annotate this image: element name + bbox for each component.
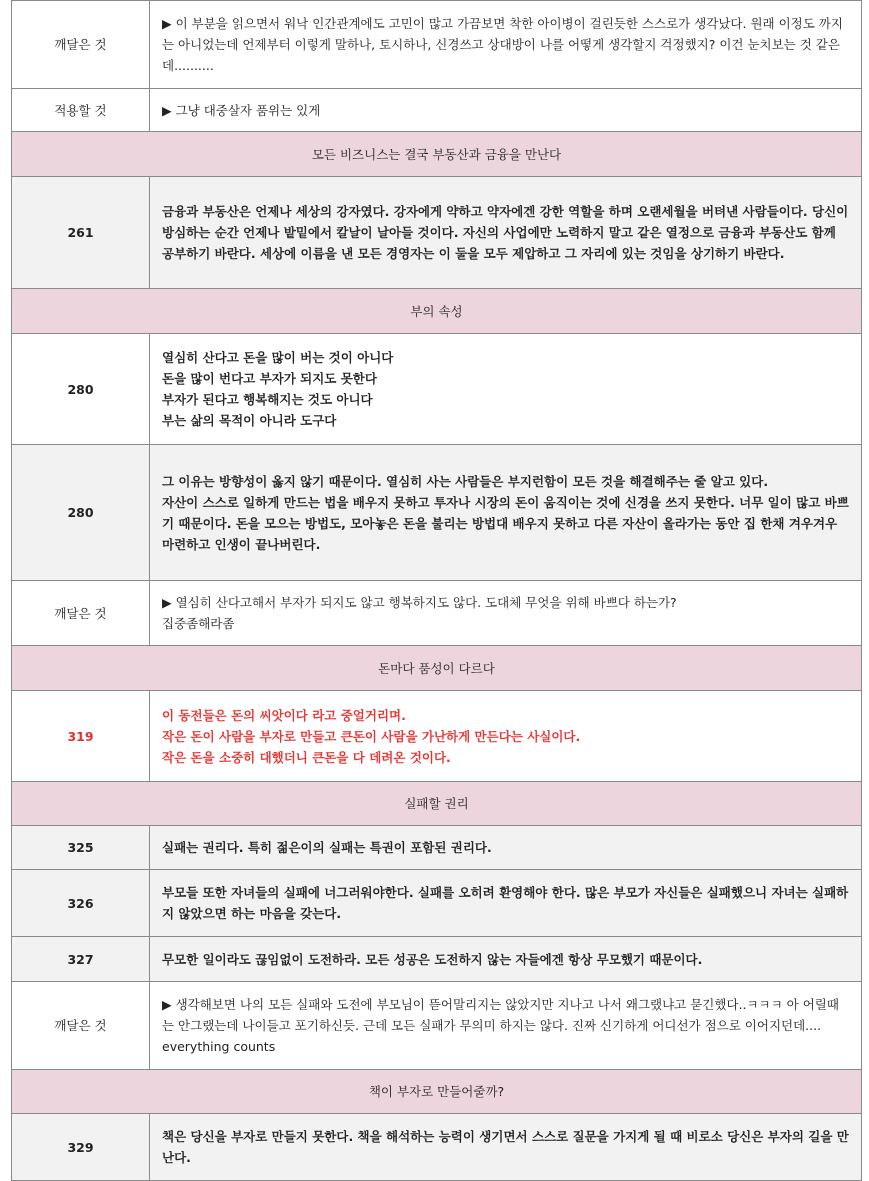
table-row (12, 177, 862, 289)
table-row (12, 1, 862, 89)
table-row (12, 937, 862, 982)
content-line: ▶ 생각해보면 나의 모든 실패와 도전에 부모님이 뜯어말리지는 않았지만 지나고 나서 왜그랬냐고 묻긴했다..ㅋㅋㅋ 아 어릴때는 안그랬는데 나이들고 포기하신듯. 근데 모든 실패가 무의미 하지는 않다. 진짜 신기하게 어디선가 점으로 이어지던데.... everything counts (162, 997, 839, 1054)
row-content (150, 177, 862, 289)
section-heading: 책이 부자로 만들어줄까? (12, 1070, 862, 1114)
table-row (12, 334, 862, 445)
section-heading: 실패할 권리 (12, 782, 862, 826)
section-heading-row (12, 289, 862, 334)
notes-table-body (12, 1, 862, 1181)
row-label: 깨달은 것 (12, 982, 150, 1070)
row-label: 326 (12, 870, 150, 937)
table-row (12, 581, 862, 646)
row-content (150, 691, 862, 782)
content-line: 집중좀해라좀 (162, 616, 235, 631)
row-content (150, 89, 862, 132)
row-content (150, 826, 862, 870)
section-heading: 모든 비즈니스는 결국 부동산과 금융을 만난다 (12, 132, 862, 177)
row-content (150, 581, 862, 646)
content-line: ▶ 그냥 대중살자 품위는 있게 (162, 102, 321, 118)
row-content (150, 445, 862, 581)
content-line: 작은 돈이 사람을 부자로 만들고 큰돈이 사람을 가난하게 만든다는 사실이다. (162, 728, 581, 744)
row-label: 깨달은 것 (12, 581, 150, 646)
section-heading-row (12, 1070, 862, 1114)
section-heading-row (12, 646, 862, 691)
content-line: 부모들 또한 자녀들의 실패에 너그러워야한다. 실패를 오히려 환영해야 한다. 많은 부모가 자신들은 실패했으니 자녀는 실패하지 않았으면 하는 마음을 갖는다. (162, 885, 849, 921)
content-line: 실패는 권리다. 특히 젊은이의 실패는 특권이 포함된 권리다. (162, 840, 492, 855)
content-line: 열심히 산다고 돈을 많이 버는 것이 아니다 (162, 350, 394, 365)
row-label: 325 (12, 826, 150, 870)
row-label: 327 (12, 937, 150, 982)
row-label: 261 (12, 177, 150, 289)
row-content (150, 870, 862, 937)
content-line: 무모한 일이라도 끊임없이 도전하라. 모든 성공은 도전하지 않는 자들에겐 항상 무모했기 때문이다. (162, 951, 703, 967)
table-row (12, 826, 862, 870)
section-heading-row (12, 132, 862, 177)
content-line: 금융과 부동산은 언제나 세상의 강자였다. 강자에게 약하고 약자에겐 강한 역할을 하며 오랜세월을 버텨낸 사람들이다. 당신이 방심하는 순간 언제나 밭밑에서 칼날이 날아들 것이다. 자신의 사업에만 노력하지 말고 같은 열정으로 금융과 부동산도 함께 공부하기 바란다. 세상에 이름을 낸 모든 경영자는 이 둘을 모두 제압하고 그 자리에 있는 것임을 상기하기 바란다. (162, 204, 849, 261)
row-label: 적용할 것 (12, 89, 150, 132)
table-row (12, 89, 862, 132)
content-line: 자산이 스스로 일하게 만드는 법을 배우지 못하고 투자나 시장의 돈이 움직이는 것에 신경을 쓰지 못한다. 너무 일이 많고 바쁘기 때문이다. 돈을 모으는 방법도, 모아놓은 돈을 불리는 방법대 배우지 못하고 다른 자산이 올라가는 동안 집 한채 겨우겨우 마련하고 인생이 끝나버린다. (162, 494, 849, 552)
content-line: 작은 돈을 소중히 대했더니 큰돈을 다 데려온 것이다. (162, 749, 451, 765)
content-line: 돈을 많이 번다고 부자가 되지도 못한다 (162, 371, 377, 386)
row-content (150, 1114, 862, 1181)
content-line: 부자가 된다고 행복해지는 것도 아니다 (162, 392, 373, 407)
content-line: 이 동전들은 돈의 씨앗이다 라고 중얼거리며. (162, 707, 406, 723)
row-label: 319 (12, 691, 150, 782)
content-line: 부는 삶의 목적이 아니라 도구다 (162, 413, 337, 428)
table-row (12, 870, 862, 937)
row-content (150, 982, 862, 1070)
row-label: 280 (12, 334, 150, 445)
row-content (150, 334, 862, 445)
section-heading: 돈마다 품성이 다르다 (12, 646, 862, 691)
table-row (12, 982, 862, 1070)
table-row (12, 691, 862, 782)
section-heading: 부의 속성 (12, 289, 862, 334)
content-line: 그 이유는 방향성이 옳지 않기 때문이다. 열심히 사는 사람들은 부지런함이 모든 것을 해결해주는 줄 알고 있다. (162, 473, 769, 489)
notes-table (11, 0, 862, 1181)
content-line: ▶ 이 부분을 읽으면서 워낙 인간관계에도 고민이 많고 가끔보면 착한 아이병이 걸린듯한 스스로가 생각났다. 원래 이정도 까지는 아니었는데 언제부터 이렇게 말하나, 토시하나, 신경쓰고 상대방이 나를 어떻게 생각할지 걱정했지? 이건 눈치보는 것 같은데.......... (162, 16, 843, 73)
row-content (150, 1, 862, 89)
table-row (12, 445, 862, 581)
table-row (12, 1114, 862, 1181)
row-label: 깨달은 것 (12, 1, 150, 89)
content-line: 책은 당신을 부자로 만들지 못한다. 책을 해석하는 능력이 생기면서 스스로 질문을 가지게 될 때 비로소 당신은 부자의 길을 만난다. (162, 1129, 849, 1165)
section-heading-row (12, 782, 862, 826)
row-label: 329 (12, 1114, 150, 1181)
content-line: ▶ 열심히 산다고해서 부자가 되지도 않고 행복하지도 않다. 도대체 무엇을 위해 바쁘다 하는가? (162, 595, 677, 610)
row-content (150, 937, 862, 982)
row-label: 280 (12, 445, 150, 581)
